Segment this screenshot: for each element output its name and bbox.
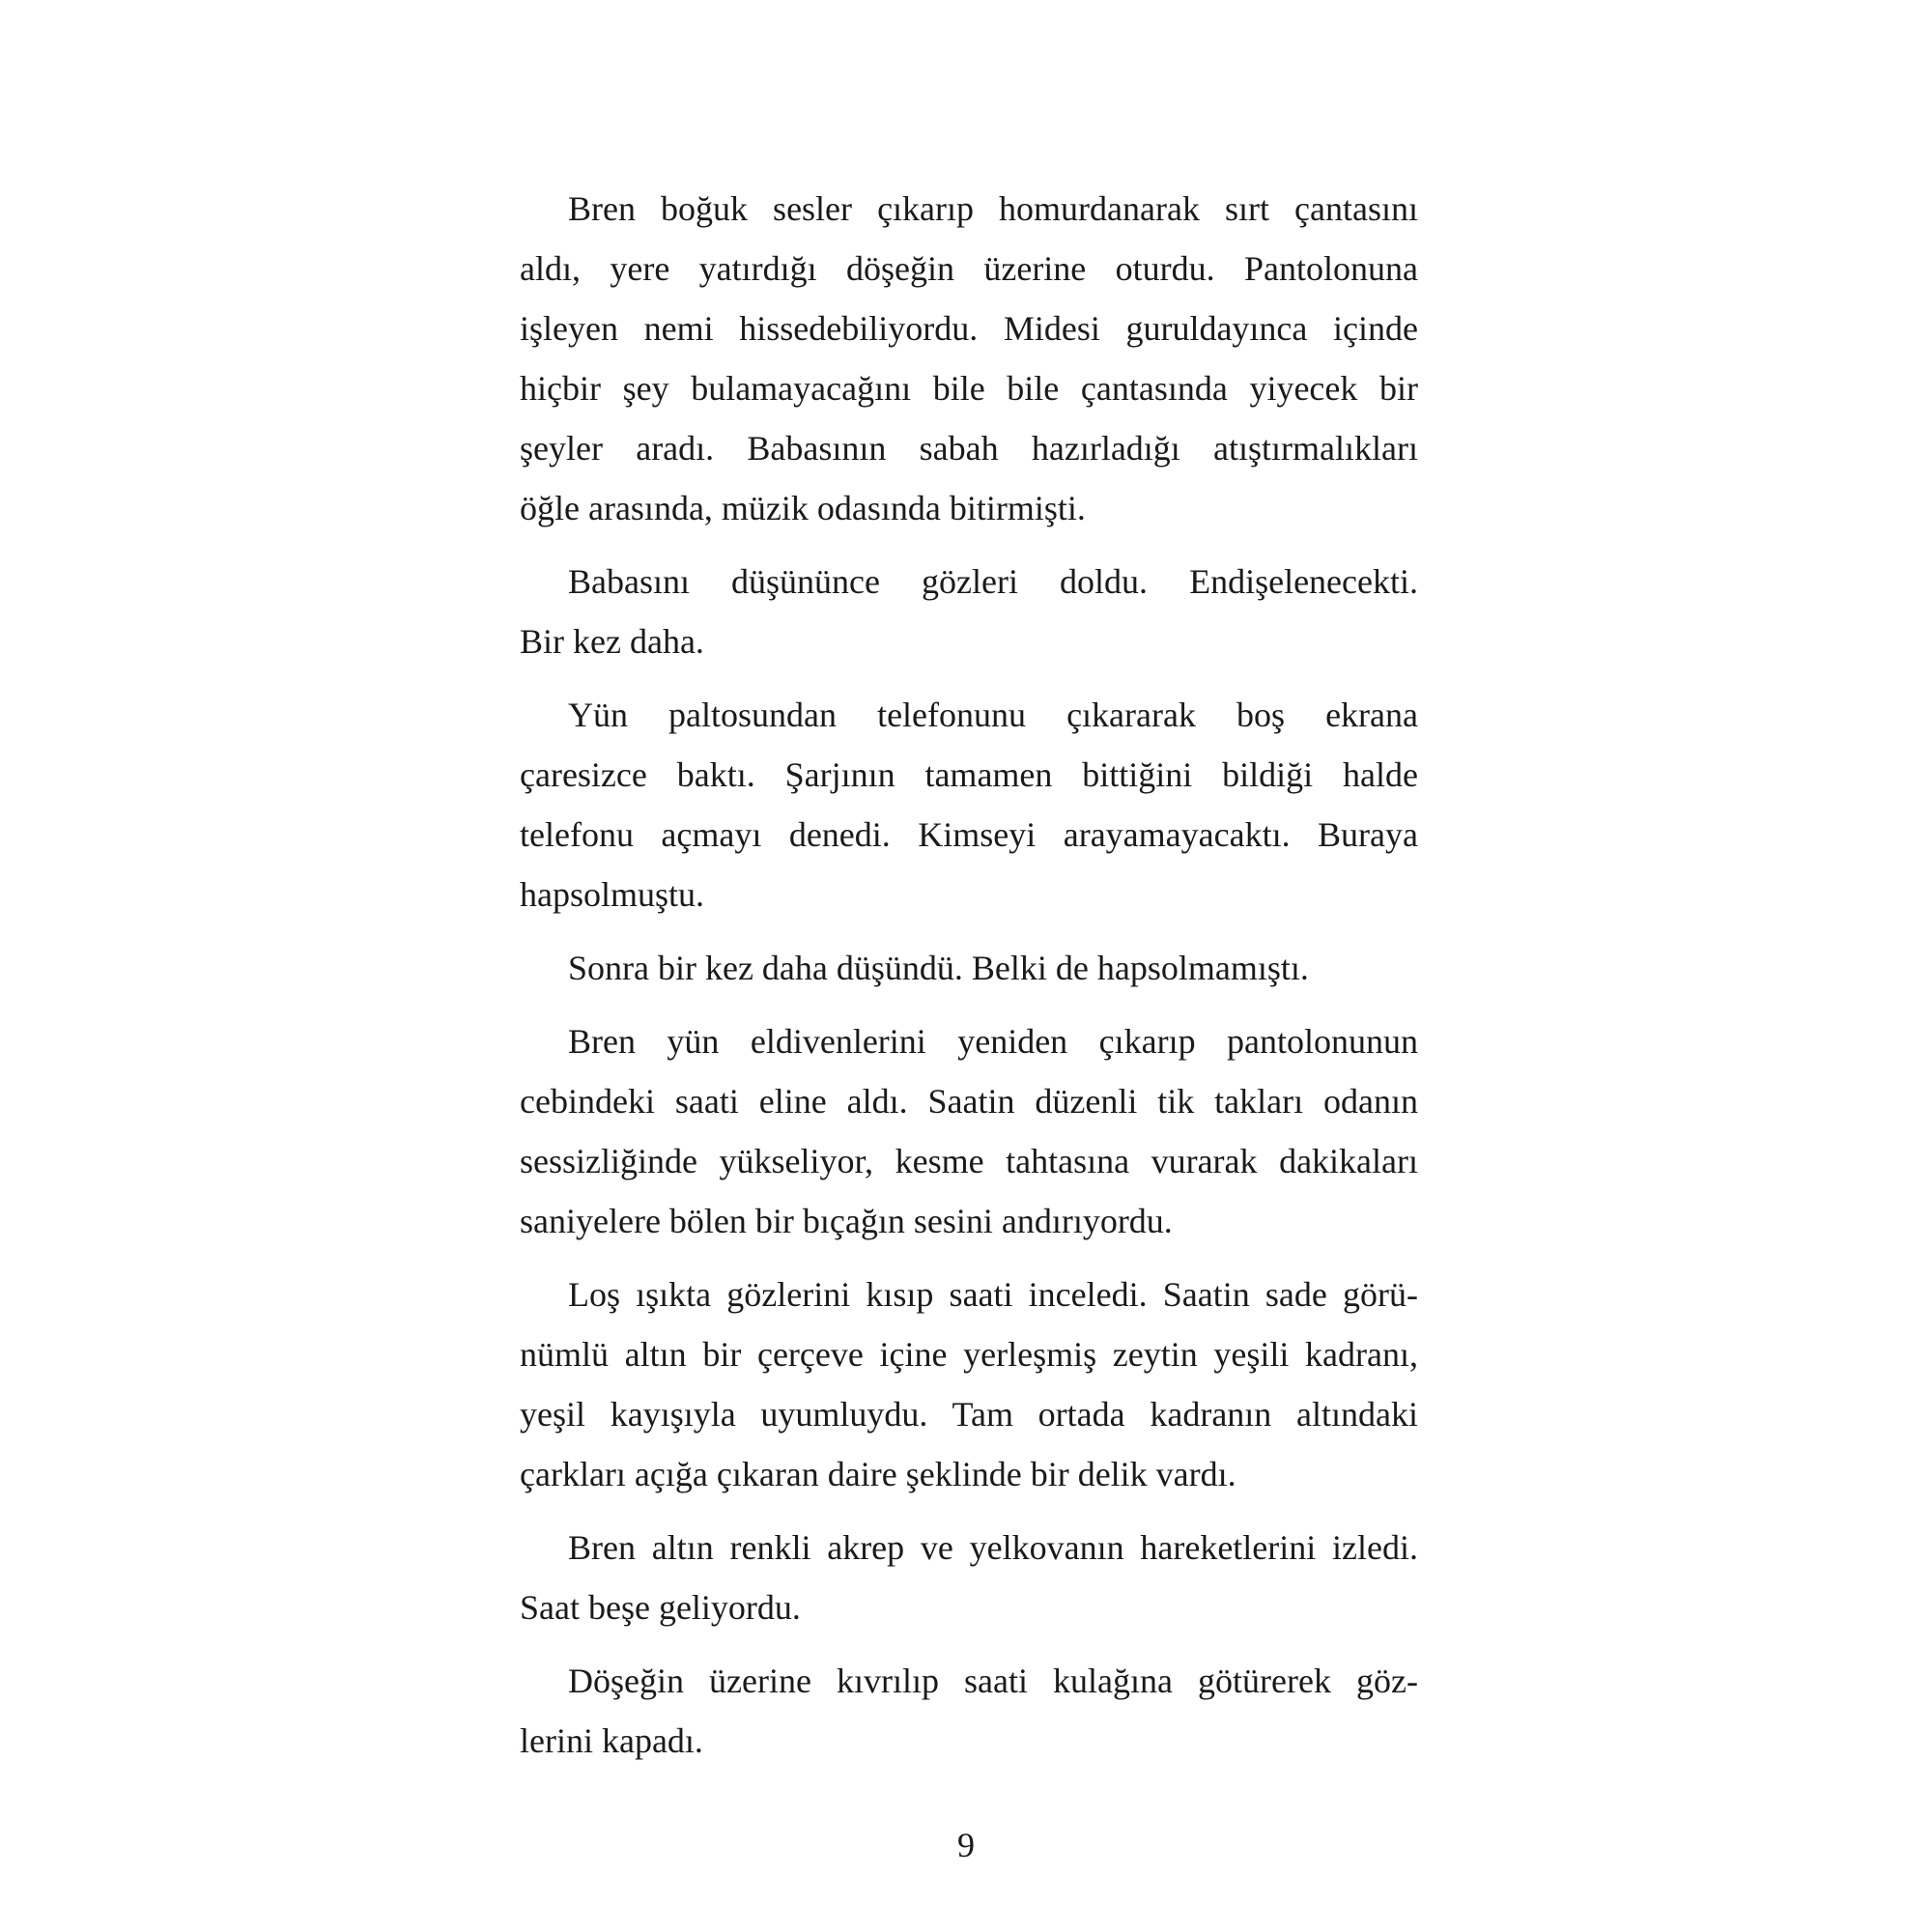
text-line: Bir kez daha. — [520, 622, 704, 661]
text-line: Bren altın renkli akrep ve yelkovanın hareketlerini izledi. — [568, 1528, 1418, 1567]
text-line: cebindeki saati eline aldı. Saatin düzenli tik takları odanın — [520, 1082, 1418, 1121]
text-line: hiçbir şey bulamayacağını bile bile çantasında yiyecek bir — [520, 369, 1418, 408]
text-line: şeyler aradı. Babasının sabah hazırladığı atıştırmalıkları — [520, 429, 1418, 468]
text-line: çarkları açığa çıkaran daire şeklinde bir delik vardı. — [520, 1455, 1236, 1493]
body-text — [520, 179, 1418, 1784]
text-line: Loş ışıkta gözlerini kısıp saati inceledi. Saatin sade görü- — [568, 1275, 1418, 1314]
paragraph-2 — [520, 552, 1418, 671]
page-number: 9 — [957, 1826, 975, 1864]
paragraph-5 — [520, 1011, 1418, 1251]
paragraph-7 — [520, 1518, 1418, 1637]
text-line: lerini kapadı. — [520, 1721, 703, 1760]
paragraph-4 — [520, 938, 1418, 998]
paragraph-1 — [520, 179, 1418, 538]
text-line: nümlü altın bir çerçeve içine yerleşmiş zeytin yeşili kadranı, — [520, 1335, 1418, 1374]
text-line: hapsolmuştu. — [520, 875, 705, 914]
text-line: Sonra bir kez daha düşündü. Belki de hapsolmamıştı. — [568, 949, 1309, 987]
text-line: Bren yün eldivenlerini yeniden çıkarıp pantolonunun — [568, 1022, 1418, 1061]
text-line: Babasını düşününce gözleri doldu. Endişelenecekti. — [568, 562, 1418, 601]
text-line: işleyen nemi hissedebiliyordu. Midesi guruldayınca içinde — [520, 309, 1418, 348]
text-line: Bren boğuk sesler çıkarıp homurdanarak sırt çantasını — [568, 189, 1418, 228]
text-line: Saat beşe geliyordu. — [520, 1588, 801, 1627]
paragraph-8 — [520, 1651, 1418, 1771]
text-line: Yün paltosundan telefonunu çıkararak boş ekrana — [568, 696, 1418, 734]
text-line: sessizliğinde yükseliyor, kesme tahtasına vurarak dakikaları — [520, 1142, 1418, 1180]
text-line: öğle arasında, müzik odasında bitirmişti. — [520, 489, 1086, 527]
text-line: çaresizce baktı. Şarjının tamamen bittiğini bildiği halde — [520, 755, 1418, 794]
text-line: Döşeğin üzerine kıvrılıp saati kulağına götürerek göz- — [568, 1662, 1418, 1700]
text-line: saniyelere bölen bir bıçağın sesini andırıyordu. — [520, 1202, 1173, 1240]
text-line: telefonu açmayı denedi. Kimseyi arayamayacaktı. Buraya — [520, 815, 1418, 854]
paragraph-3 — [520, 685, 1418, 924]
paragraph-6 — [520, 1264, 1418, 1504]
text-line: aldı, yere yatırdığı döşeğin üzerine oturdu. Pantolonuna — [520, 249, 1418, 288]
text-line: yeşil kayışıyla uyumluydu. Tam ortada kadranın altındaki — [520, 1395, 1418, 1434]
